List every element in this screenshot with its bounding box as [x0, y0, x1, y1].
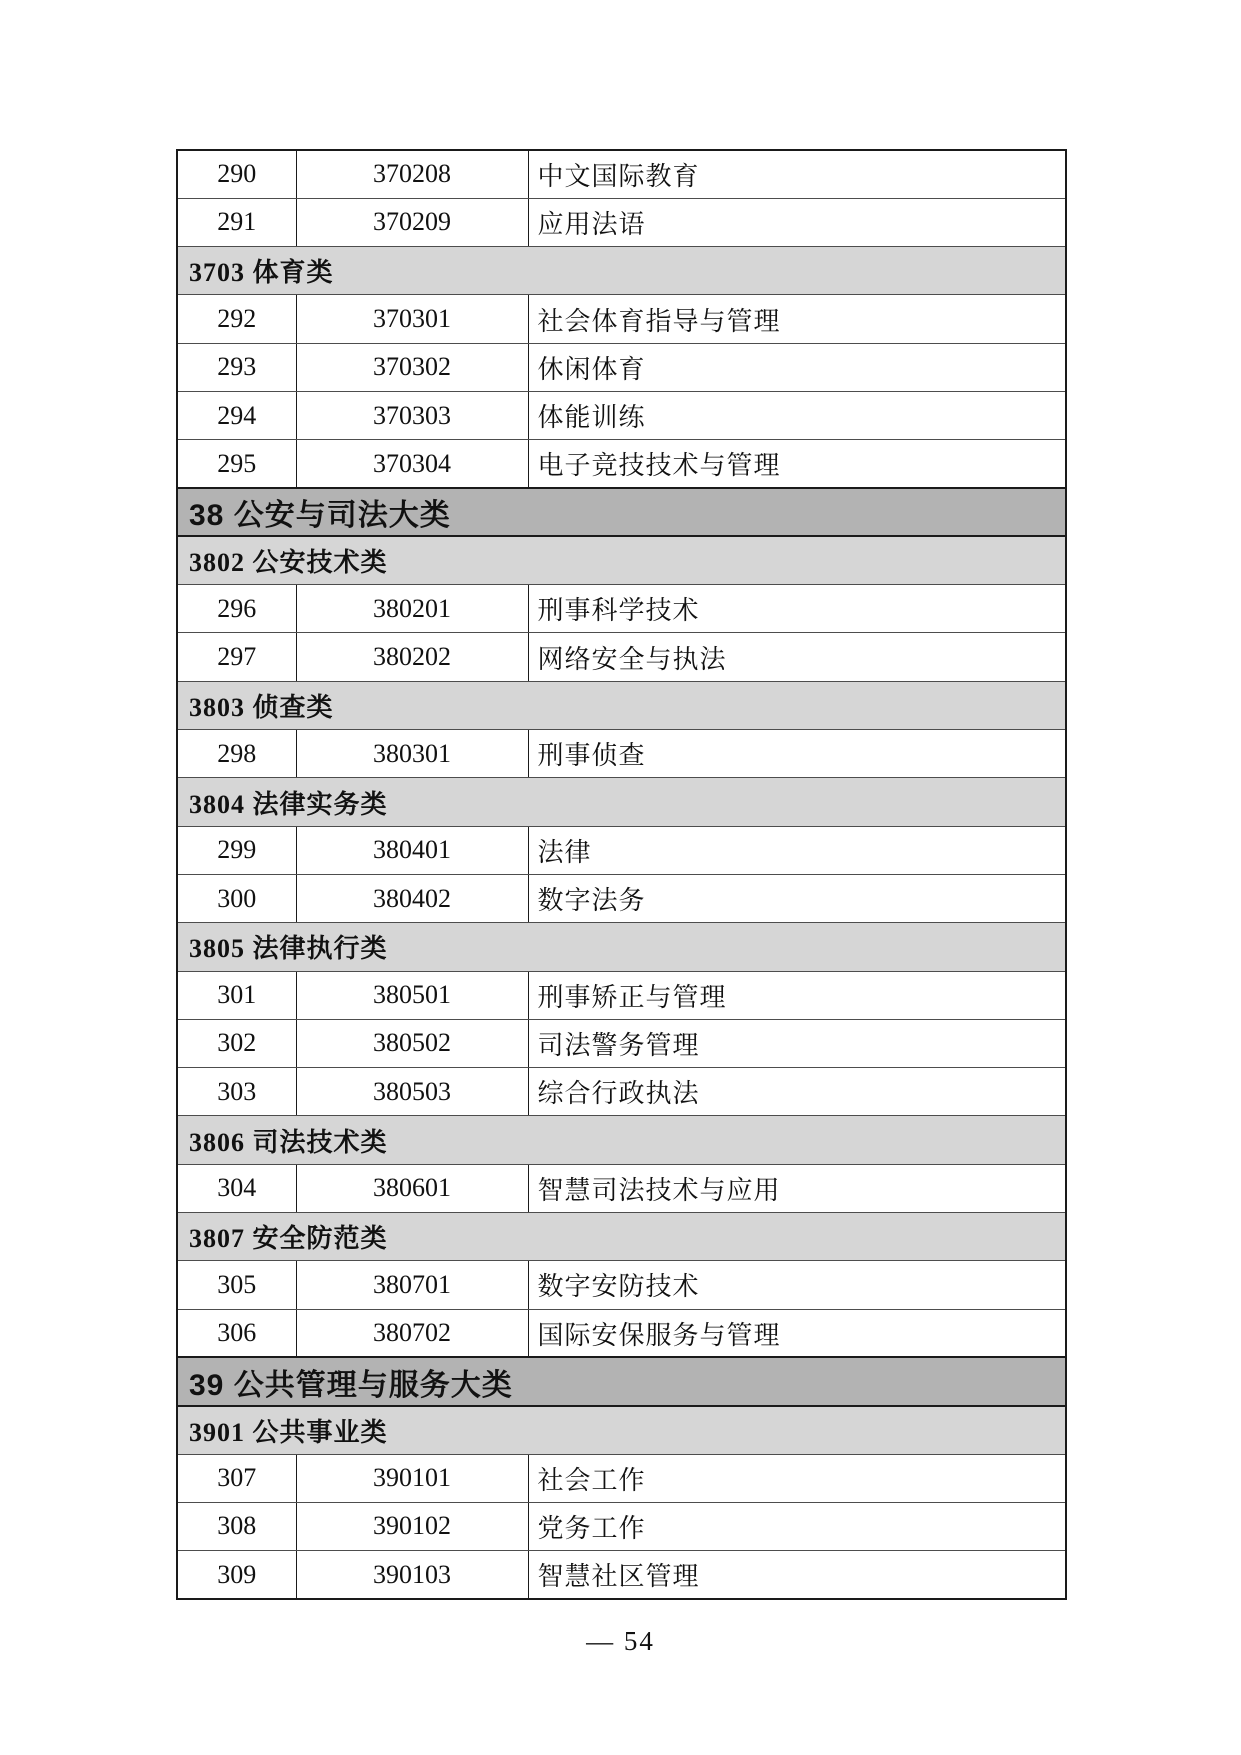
major-name-cell: 刑事侦查 [528, 730, 1066, 778]
row-number-cell: 292 [177, 295, 296, 343]
row-number-cell: 291 [177, 198, 296, 246]
subcategory-header-cell: 3901 公共事业类 [177, 1406, 1066, 1454]
row-number-cell: 307 [177, 1454, 296, 1502]
row-number-cell: 294 [177, 391, 296, 439]
major-row [177, 391, 1066, 439]
major-code-cell: 380501 [296, 971, 528, 1019]
subcategory-header-row [177, 778, 1066, 826]
major-row [177, 633, 1066, 681]
major-row [177, 198, 1066, 246]
major-code-cell: 380601 [296, 1164, 528, 1212]
major-code-cell: 380201 [296, 585, 528, 633]
major-code-cell: 380401 [296, 826, 528, 874]
subcategory-header-cell: 3703 体育类 [177, 247, 1066, 295]
major-code-cell: 380701 [296, 1261, 528, 1309]
subcategory-header-cell: 3803 侦查类 [177, 681, 1066, 729]
major-name-cell: 司法警务管理 [528, 1019, 1066, 1067]
major-row [177, 295, 1066, 343]
subcategory-header-cell: 3806 司法技术类 [177, 1116, 1066, 1164]
major-code-cell: 380702 [296, 1309, 528, 1357]
major-row [177, 1068, 1066, 1116]
subcategory-header-cell: 3804 法律实务类 [177, 778, 1066, 826]
major-row [177, 1164, 1066, 1212]
major-name-cell: 刑事矫正与管理 [528, 971, 1066, 1019]
major-code-cell: 380503 [296, 1068, 528, 1116]
major-name-cell: 应用法语 [528, 198, 1066, 246]
major-name-cell: 法律 [528, 826, 1066, 874]
major-row [177, 1309, 1066, 1357]
row-number-cell: 298 [177, 730, 296, 778]
major-name-cell: 体能训练 [528, 391, 1066, 439]
major-row [177, 1261, 1066, 1309]
subcategory-header-row [177, 1213, 1066, 1261]
major-name-cell: 党务工作 [528, 1502, 1066, 1550]
page-footer [0, 1626, 1241, 1657]
major-row [177, 1551, 1066, 1599]
row-number-cell: 295 [177, 440, 296, 488]
major-name-cell: 中文国际教育 [528, 150, 1066, 198]
major-row [177, 1502, 1066, 1550]
major-name-cell: 综合行政执法 [528, 1068, 1066, 1116]
subcategory-header-row [177, 247, 1066, 295]
major-row [177, 826, 1066, 874]
major-name-cell: 网络安全与执法 [528, 633, 1066, 681]
major-code-cell: 380202 [296, 633, 528, 681]
major-name-cell: 智慧社区管理 [528, 1551, 1066, 1599]
row-number-cell: 306 [177, 1309, 296, 1357]
major-name-cell: 刑事科学技术 [528, 585, 1066, 633]
row-number-cell: 299 [177, 826, 296, 874]
row-number-cell: 296 [177, 585, 296, 633]
row-number-cell: 305 [177, 1261, 296, 1309]
major-row [177, 440, 1066, 488]
row-number-cell: 308 [177, 1502, 296, 1550]
row-number-cell: 304 [177, 1164, 296, 1212]
subcategory-header-row [177, 923, 1066, 971]
page-number: — 54 [586, 1626, 655, 1656]
major-code-cell: 380301 [296, 730, 528, 778]
subcategory-header-cell: 3807 安全防范类 [177, 1213, 1066, 1261]
major-code-cell: 370303 [296, 391, 528, 439]
major-code-cell: 390103 [296, 1551, 528, 1599]
row-number-cell: 290 [177, 150, 296, 198]
major-row [177, 971, 1066, 1019]
subcategory-header-row [177, 1116, 1066, 1164]
row-number-cell: 300 [177, 874, 296, 922]
major-name-cell: 电子竞技技术与管理 [528, 440, 1066, 488]
major-code-cell: 390101 [296, 1454, 528, 1502]
major-code-cell: 380402 [296, 874, 528, 922]
subcategory-header-cell: 3802 公安技术类 [177, 536, 1066, 584]
major-row [177, 1019, 1066, 1067]
major-name-cell: 国际安保服务与管理 [528, 1309, 1066, 1357]
category-header-row [177, 1357, 1066, 1405]
major-code-cell: 380502 [296, 1019, 528, 1067]
subcategory-header-row [177, 536, 1066, 584]
major-row [177, 343, 1066, 391]
row-number-cell: 303 [177, 1068, 296, 1116]
major-name-cell: 休闲体育 [528, 343, 1066, 391]
major-name-cell: 社会体育指导与管理 [528, 295, 1066, 343]
major-code-cell: 370301 [296, 295, 528, 343]
major-code-cell: 370302 [296, 343, 528, 391]
major-code-cell: 370208 [296, 150, 528, 198]
major-name-cell: 数字安防技术 [528, 1261, 1066, 1309]
category-header-row [177, 488, 1066, 536]
major-code-cell: 370209 [296, 198, 528, 246]
subcategory-header-row [177, 681, 1066, 729]
major-name-cell: 社会工作 [528, 1454, 1066, 1502]
row-number-cell: 309 [177, 1551, 296, 1599]
subcategory-header-row [177, 1406, 1066, 1454]
major-row [177, 585, 1066, 633]
row-number-cell: 302 [177, 1019, 296, 1067]
major-row [177, 874, 1066, 922]
subcategory-header-cell: 3805 法律执行类 [177, 923, 1066, 971]
major-name-cell: 智慧司法技术与应用 [528, 1164, 1066, 1212]
category-header-cell: 39 公共管理与服务大类 [177, 1357, 1066, 1405]
major-row [177, 1454, 1066, 1502]
major-code-cell: 370304 [296, 440, 528, 488]
major-name-cell: 数字法务 [528, 874, 1066, 922]
major-code-cell: 390102 [296, 1502, 528, 1550]
major-row [177, 730, 1066, 778]
row-number-cell: 301 [177, 971, 296, 1019]
category-header-cell: 38 公安与司法大类 [177, 488, 1066, 536]
major-row [177, 150, 1066, 198]
major-catalog-table [176, 149, 1067, 1600]
row-number-cell: 293 [177, 343, 296, 391]
row-number-cell: 297 [177, 633, 296, 681]
